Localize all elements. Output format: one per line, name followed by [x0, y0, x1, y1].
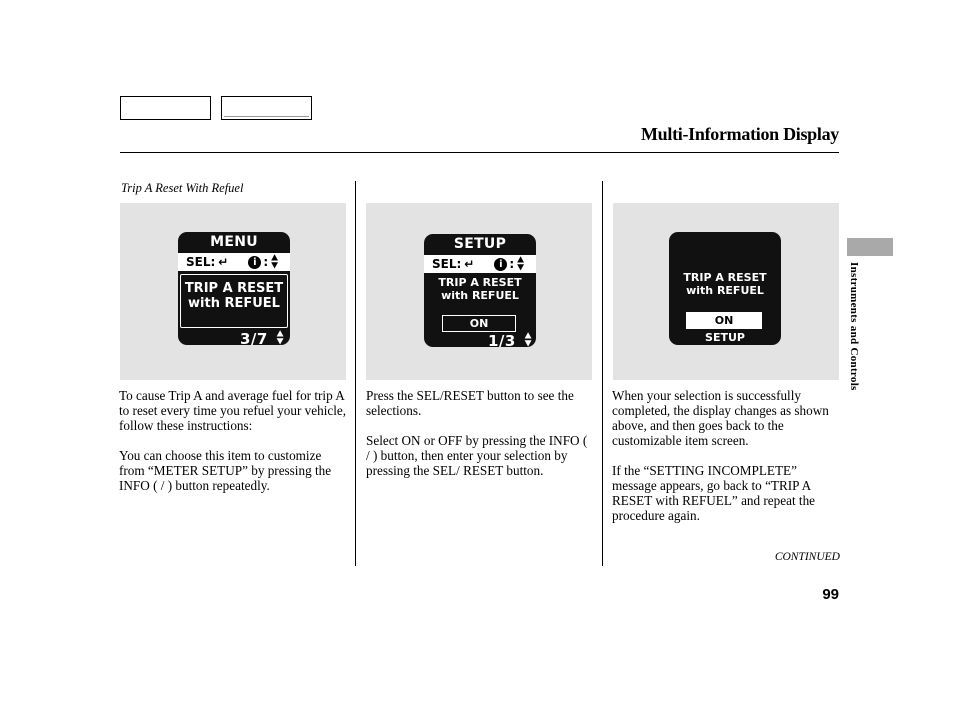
page-number: 99: [822, 586, 839, 603]
item-line-2: with REFUEL: [686, 284, 764, 297]
item-line-1: TRIP A RESET: [438, 276, 522, 289]
column-divider: [355, 181, 356, 566]
enter-icon: ↵: [218, 255, 229, 269]
section-tab[interactable]: [847, 238, 893, 256]
figure-panel-completed: [613, 203, 839, 380]
figure-panel-setup: [366, 203, 592, 380]
screen-title: SETUP: [453, 236, 507, 252]
info-icon: i: [248, 256, 261, 269]
text-column-3: [612, 388, 840, 538]
page-title: Multi-Information Display: [640, 124, 839, 144]
up-down-arrows-icon: ▲ ▼: [271, 253, 279, 271]
paragraph: Select ON or OFF by pressing the INFO ( / ) button, then enter your selection by pressing the SEL/ RESET button.: [366, 433, 588, 478]
figure-caption: Trip A Reset With Refuel: [121, 181, 244, 195]
sel-label: SEL:: [432, 257, 462, 271]
menu-counter: 3/7 ▲ ▼: [240, 329, 285, 345]
up-down-arrows-icon: ▲ ▼: [276, 329, 285, 345]
sel-bar: SEL: ↵ i : ▲ ▼: [424, 255, 536, 273]
paragraph: If the “SETTING INCOMPLETE” message appears, go back to “TRIP A RESET with REFUEL” and repeat the procedure again.: [612, 463, 816, 523]
info-icon: i: [494, 258, 507, 271]
text-column-1: [119, 388, 347, 508]
item-line-1: TRIP A RESET: [184, 281, 284, 296]
paragraph: Press the SEL/RESET button to see the selections.: [366, 388, 574, 418]
item-frame: [180, 274, 288, 328]
screen-title: MENU: [210, 234, 258, 250]
nav-box-next[interactable]: [221, 96, 312, 120]
sel-bar: SEL: ↵ i : ▲ ▼: [178, 253, 290, 271]
screen-footer: SETUP: [705, 331, 745, 344]
display-screen-menu: [178, 232, 290, 345]
display-screen-completed: [669, 232, 781, 345]
option-box-selected: ON: [686, 312, 762, 329]
sel-label: SEL:: [186, 255, 216, 269]
paragraph: To cause Trip A and average fuel for trip A to reset every time you refuel your vehicle, follow these instructions:: [119, 388, 347, 433]
item-line-2: with REFUEL: [188, 296, 280, 311]
item-line-1: TRIP A RESET: [683, 271, 767, 284]
figure-panel-menu: [120, 203, 346, 380]
up-down-arrows-icon: ▲ ▼: [517, 255, 525, 273]
continued-label: CONTINUED: [774, 551, 840, 563]
menu-counter: 1/3 ▲ ▼: [488, 331, 533, 347]
display-screen-setup: [424, 234, 536, 347]
up-down-arrows-icon: ▲ ▼: [524, 331, 533, 347]
text-column-2: [366, 388, 594, 493]
paragraph: When your selection is successfully completed, the display changes as shown above, and then goes back to the customizable item screen.: [612, 388, 829, 448]
nav-box-previous[interactable]: [120, 96, 211, 120]
paragraph: You can choose this item to customize from “METER SETUP” by pressing the INFO ( / ) button repeatedly.: [119, 448, 332, 493]
item-line-2: with REFUEL: [441, 289, 519, 302]
enter-icon: ↵: [464, 257, 475, 271]
option-box: ON: [442, 315, 516, 332]
column-divider: [602, 181, 603, 566]
title-divider: [120, 152, 839, 153]
section-label: Instruments and Controls: [848, 262, 860, 391]
